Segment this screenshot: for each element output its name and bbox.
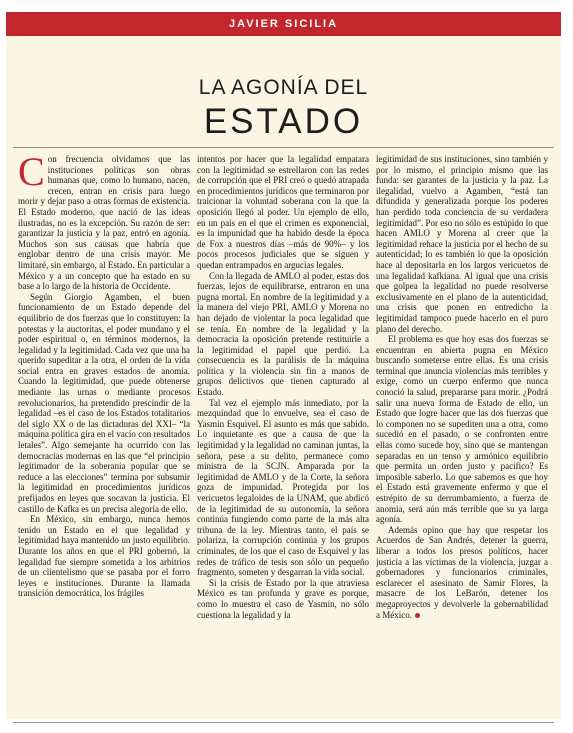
author-name: JAVIER SICILIA (228, 18, 339, 30)
magazine-page (6, 12, 561, 719)
paragraph: Tal vez el ejemplo más inmediato, por la mezquindad que lo envuelve, sea el caso de Yasmín Esquivel. El asunto es más que sabido. Lo inquietante es que a causa de que la legitimidad y la legalidad no caminan juntas, la señora, pese a su delito, permanece como ministra de la SCJN. Amparada por la legitimidad de AMLO y de la Corte, la señora goza de impunidad. Protegida por los vericuetos legaloides de la UNAM, que abdicó de la legitimidad de su autonomía, la señora continúa fungiendo como parte de la más alta tribuna de la ley. Mientras tanto, el país se polariza, la corrupción continúa y los grupos criminales, de los que el caso de Esquivel y las redes de tráfico de tesis son sólo un pequeño fragmento, someten y desgarran la vida social. (197, 397, 369, 578)
drop-cap: C (18, 154, 45, 194)
article-column-2 (197, 154, 369, 720)
paragraph: Con la llegada de AMLO al poder, estas dos fuerzas, lejos de equilibrarse, entraron en una pugna mortal. En nombre de la legitimidad y a la manera del viejo PRI, AMLO y Morena no han dejado de violentar la poca legalidad que se tenía. En nombre de la legalidad y la democracia la oposición pretende restituirle a la legitimidad el papel que perdió. La consecuencia es la parálisis de la máquina política y la violencia sin fin a manos de grupos delictivos que tienen capturado al Estado. (197, 270, 369, 398)
paragraph-text: on frecuencia olvidamos que las instituciones políticas son obras humanas que, como lo humano, nacen, crecen, entran en crisis para luego morir y dejar paso a otras formas de existencia. El Estado moderno, que nació de las ideas ilustradas, no es la excepción. Su razón de ser: garantizar la justicia y la paz, entró en agonía. Muchos son sus causas que habría que englobar dentro de una crisis mayor. Me limitaré, sin embargo, al Estado. En particular a México y a un concepto que ha estado en su base a lo largo de la historia de Occidente. (18, 154, 190, 292)
red-dot-end-icon (415, 613, 420, 618)
top-divider (13, 147, 554, 148)
article-column-1 (18, 154, 190, 720)
paragraph: En México, sin embargo, nunca hemos tenido un Estado en el que legalidad y legitimidad haya mantenido un justo equilibrio. Durante los años en que el PRI gobernó, la legalidad fue siempre sometida a los arbitrios de un clientelismo que se pasaba por el forro leyes e instituciones. Durante la llamada transición democrática, los frágiles (18, 514, 190, 599)
paragraph (18, 154, 190, 292)
paragraph: Según Giorgio Agamben, el buen funcionamiento de un Estado depende del equilibrio de dos fuerzas que lo constituyen: la potestas y la auctoritas, el poder mundano y el poder espiritual o, en términos modernos, la legalidad y la legitimidad. Cada vez que una ha querido supeditar a la otra, el orden de la vida social entra en graves estados de anomia. Cuando la legitimidad, que puede obtenerse mediante las urnas o mediante procesos revolucionarios, ha pretendido prescindir de la legalidad –es el caso de los Estados totalitarios del siglo XX o de las dictaduras del XXI– “la máquina política gira en el vacío con resultados letales”. Algo semejante ha ocurrido con las democracias modernas en las que “el principio legitimador de la soberanía popular que se reduce a las elecciones” termina por subsumir la legitimidad en procedimientos jurídicos prefijados en leyes que socavan la justicia. El castillo de Kafka es un precisa alegoría de ello. (18, 291, 190, 514)
paragraph: intentos por hacer que la legalidad empatara con la legitimidad se estrellaron con las redes de corrupción que el PRI creó o quedó atrapada en procedimientos jurídicos que terminaron por traicionar la voluntad soberana con la que la oposición llegó al poder. Un ejemplo de ello, en un país en el que el crimen es exponencial, es la impunidad que ha habido desde la época de Fox a nuestros días –más de 90%– y los pocos procesos judiciales que se siguen y quedan entrampados en argucias legales. (197, 154, 369, 270)
article-column-3 (376, 154, 548, 720)
article-title-line-1: LA AGONÍA DEL (198, 76, 369, 99)
paragraph: Si la crisis de Estado por la que atraviesa México es tan profunda y grave es porque, como lo muestra el caso de Yasmín, no sólo cuestiona la legalidad y la (197, 577, 369, 620)
paragraph: legitimidad de sus instituciones, sino también y por lo mismo, el principio mismo que las funda: ser garantes de la justicia y la paz. La ilegalidad, vuelvo a Agamben, “está tan difundida y generalizada porque los poderes han perdido toda conciencia de su verdadera legitimidad”. Por eso no sólo es estúpido lo que hacen AMLO y Morena al creer que la legitimidad rehace la justicia por el hecho de su autenticidad; lo es también lo que la oposición hace al depositarla en los largos vericuetos de una legalidad kafkiana. Al igual que una crisis que golpea la legalidad no puede resolverse exclusivamente en el plano de la autenticidad, una crisis que ponen en entredicho la legitimidad tampoco puede hacerlo en el puro plano del derecho. (376, 154, 548, 334)
paragraph: El problema es que hoy esas dos fuerzas se encuentran en abierta pugna en México buscando someterse entre ellas. Es una crisis terminal que anuncia violencias más terribles y exige, como un cuerpo enfermo que nunca conoció la salud, prepararse para morir. ¿Podrá salir una nueva forma de Estado de ello, un Estado que logre hacer que las dos fuerzas que lo componen no se supediten una a otra, como sucedió en el pasado, o se confronten entre ellas como sucede hoy, sino que se mantengan separadas en un tenso y armónico equilibrio que permita un orden justo y pacífico? Es imposible saberlo. Lo que sabemos es que hoy el Estado está gravemente enfermo y que el estrépito de su derrumbamiento, a fuerza de anomia, será aún más terrible que su ya larga agonía. (376, 334, 548, 525)
article-title-line-2: ESTADO (203, 102, 364, 141)
bottom-divider (13, 722, 554, 723)
paragraph (376, 525, 548, 620)
paragraph-text: Además opino que hay que respetar los Acuerdos de San Andrés, detener la guerra, liberar a todos los presos políticos, hacer justicia a las víctimas de la violencia, juzgar a gobernadores y funcionarios criminales, esclarecer el asesinato de Samir Flores, la masacre de los LeBarón, detener los megaproyectos y devolverle la gobernabilidad a México. (376, 524, 548, 620)
author-header-bar (6, 12, 561, 36)
